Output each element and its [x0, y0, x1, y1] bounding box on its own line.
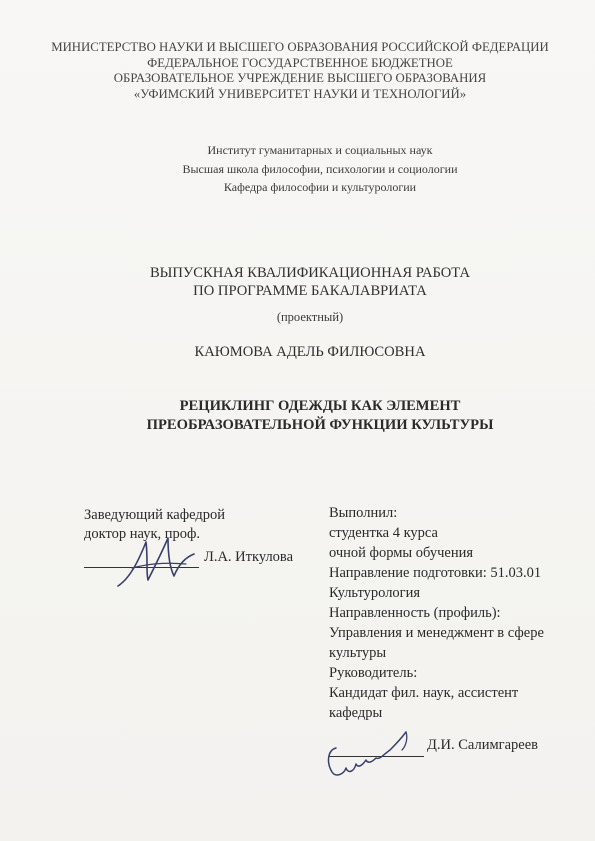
work-type-line: ПО ПРОГРАММЕ БАКАЛАВРИАТА	[193, 282, 427, 299]
student-block	[329, 503, 569, 723]
author-name: КАЮМОВА АДЕЛЬ ФИЛЮСОВНА	[194, 344, 426, 360]
thesis-title-line: ПРЕОБРАЗОВАТЕЛЬНОЙ ФУНКЦИИ КУЛЬТУРЫ	[146, 417, 494, 433]
university-name: «УФИМСКИЙ УНИВЕРСИТЕТ НАУКИ И ТЕХНОЛОГИЙ»	[133, 86, 467, 101]
institute-name: Институт гуманитарных и социальных наук	[207, 143, 433, 157]
supervisor-label: Руководитель:	[329, 665, 418, 681]
head-role: Заведующий кафедрой	[84, 507, 226, 523]
school-name: Высшая школа философии, психологии и социологии	[182, 161, 458, 176]
head-degree: доктор наук, проф.	[84, 526, 201, 542]
ministry-line: ОБРАЗОВАТЕЛЬНОЕ УЧРЕЖДЕНИЕ ВЫСШЕГО ОБРАЗОВАНИЯ	[113, 71, 487, 85]
thesis-title-line: РЕЦИКЛИНГ ОДЕЖДЫ КАК ЭЛЕМЕНТ	[179, 398, 461, 414]
thesis-title	[40, 397, 595, 435]
supervisor-signature-icon	[322, 728, 417, 788]
ministry-header	[20, 40, 580, 102]
study-form: очной формы обучения	[329, 545, 474, 561]
profile-value-cont: культуры	[329, 645, 387, 661]
supervisor-position: кафедры	[329, 705, 383, 721]
profile-value: Управления и менеджмент в сфере	[329, 625, 544, 641]
student-course: студентка 4 курса	[329, 525, 438, 541]
ministry-line: ФЕДЕРАЛЬНОЕ ГОСУДАРСТВЕННОЕ БЮДЖЕТНОЕ	[147, 55, 453, 70]
head-signature-icon	[112, 528, 197, 594]
work-subtype: (проектный)	[276, 310, 344, 324]
study-direction-name: Культурология	[329, 585, 421, 601]
supervisor-degree: Кандидат фил. наук, ассистент	[329, 685, 519, 701]
study-direction: Направление подготовки: 51.03.01	[329, 565, 542, 581]
performed-by-label: Выполнил:	[329, 505, 398, 521]
supervisor-name: Д.И. Салимгареев	[427, 737, 538, 753]
department-name: Кафедра философии и культурологии	[223, 180, 417, 194]
work-type	[30, 265, 590, 300]
head-name: Л.А. Иткулова	[204, 549, 294, 565]
institute-block	[40, 141, 595, 197]
work-type-line: ВЫПУСКНАЯ КВАЛИФИКАЦИОННАЯ РАБОТА	[149, 265, 471, 281]
profile-label: Направленность (профиль):	[329, 605, 501, 621]
ministry-line: МИНИСТЕРСТВО НАУКИ И ВЫСШЕГО ОБРАЗОВАНИЯ РОССИЙСКОЙ ФЕДЕРАЦИИ	[51, 40, 549, 54]
